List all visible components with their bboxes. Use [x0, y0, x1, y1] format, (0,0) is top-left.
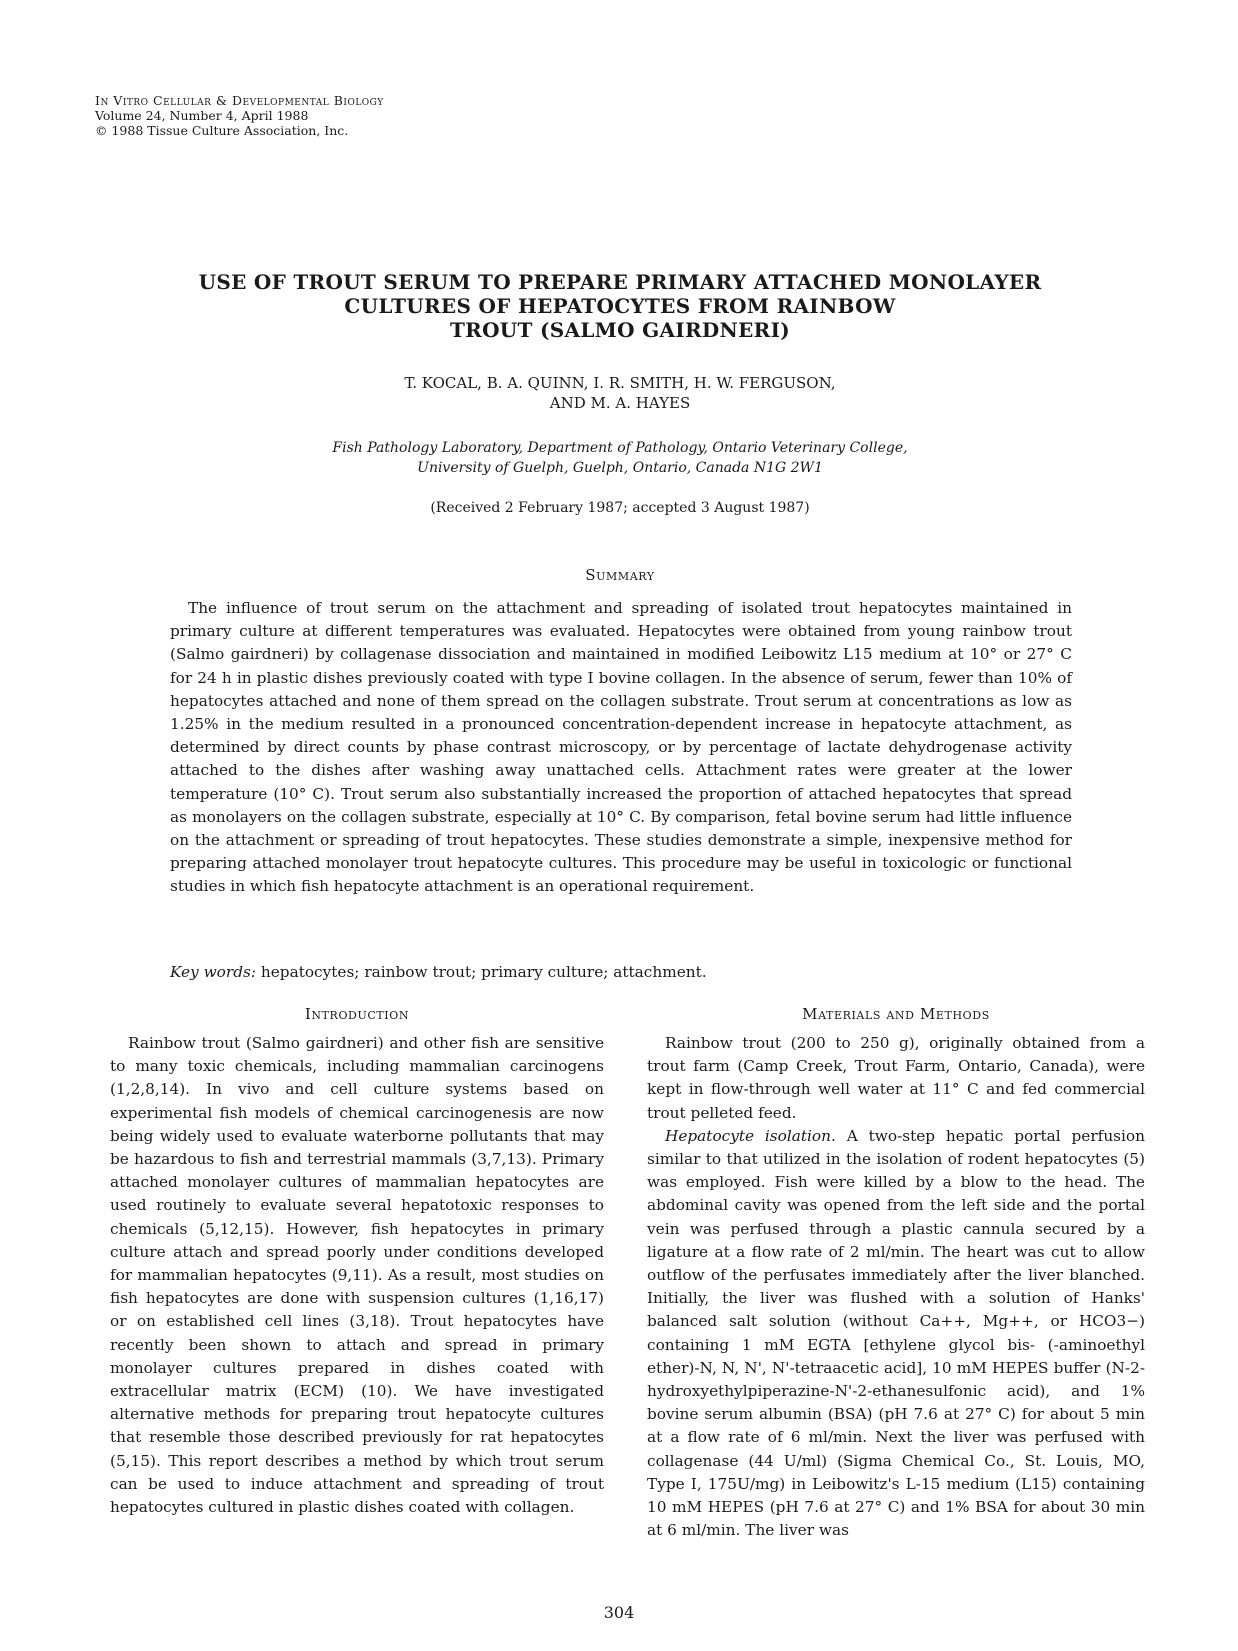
- received-dates: (Received 2 February 1987; accepted 3 August 1987): [430, 500, 810, 516]
- keywords-text: hepatocytes; rainbow trout; primary culture; attachment.: [260, 963, 707, 981]
- authors: [150, 373, 1090, 413]
- page-number: 304: [603, 1603, 635, 1622]
- affiliation-line-2: University of Guelph, Guelph, Ontario, Canada N1G 2W1: [417, 460, 823, 476]
- journal-header: [95, 93, 384, 138]
- journal-volume: Volume 24, Number 4, April 1988: [95, 108, 309, 123]
- methods-paragraph-2: [647, 1125, 1145, 1543]
- keywords-label: Key words:: [170, 963, 256, 981]
- methods-paragraph-2-text: A two-step hepatic portal perfusion similar to that utilized in the isolation of rodent hepatocytes (5) was employed. Fish were killed by a blow to the head. The abdominal cavity was opened from the left side and the portal vein was perfused through a plastic cannula secured by a ligature at a flow rate of 2 ml/min. The heart was cut to allow outflow of the perfusates immediately after the liver blanched. Initially, the liver was flushed with a solution of Hanks' balanced salt solution (without Ca++, Mg++, or HCO3−) containing 1 mM EGTA [ethylene glycol bis- (-aminoethyl ether)-N, N, N', N'-tetraacetic acid], 10 mM HEPES buffer (N-2-hydroxyethylpiperazine-N'-2-ethanesulfonic acid), and 1% bovine serum albumin (BSA) (pH 7.6 at 27° C) for about 5 min at a flow rate of 6 ml/min. Next the liver was perfused with collagenase (44 U/ml) (Sigma Chemical Co., St. Louis, MO, Type I, 175U/mg) in Leibowitz's L-15 medium (L15) containing 10 mM HEPES (pH 7.6 at 27° C) and 1% BSA for about 30 min at 6 ml/min. The liver was: [647, 1126, 1145, 1540]
- journal-copyright: © 1988 Tissue Culture Association, Inc.: [95, 123, 349, 138]
- methods-column: [647, 1004, 1145, 1542]
- methods-heading: Materials and Methods: [802, 1005, 990, 1023]
- introduction-column: [110, 1004, 604, 1519]
- summary-text: The influence of trout serum on the attachment and spreading of isolated trout hepatocytes maintained in primary culture at different temperatures was evaluated. Hepatocytes were obtained from young rainbow trout (Salmo gairdneri) by collagenase dissociation and maintained in modified Leibowitz L15 medium at 10° or 27° C for 24 h in plastic dishes previously coated with type I bovine collagen. In the absence of serum, fewer than 10% of hepatocytes attached and none of them spread on the collagen substrate. Trout serum at concentrations as low as 1.25% in the medium resulted in a pronounced concentration-dependent increase in hepatocyte attachment, as determined by direct counts by phase contrast microscopy, or by percentage of lactate dehydrogenase activity attached to the dishes after washing away unattached cells. Attachment rates were greater at the lower temperature (10° C). Trout serum also substantially increased the proportion of attached hepatocytes that spread as monolayers on the collagen substrate, especially at 10° C. By comparison, fetal bovine serum had little influence on the attachment or spreading of trout hepatocytes. These studies demonstrate a simple, inexpensive method for preparing attached monolayer trout hepatocyte cultures. This procedure may be useful in toxicologic or functional studies in which fish hepatocyte attachment is an operational requirement.: [170, 599, 1072, 896]
- journal-name: In Vitro Cellular & Developmental Biology: [95, 93, 384, 108]
- affiliation: [150, 438, 1090, 478]
- authors-line-1: T. KOCAL, B. A. QUINN, I. R. SMITH, H. W. FERGUSON,: [404, 374, 836, 392]
- affiliation-line-1: Fish Pathology Laboratory, Department of Pathology, Ontario Veterinary College,: [332, 440, 908, 456]
- title-line-1: USE OF TROUT SERUM TO PREPARE PRIMARY ATTACHED MONOLAYER: [198, 270, 1042, 294]
- introduction-text: Rainbow trout (Salmo gairdneri) and other fish are sensitive to many toxic chemicals, including mammalian carcinogens (1,2,8,14). In vivo and cell culture systems based on experimental fish models of chemical carcinogenesis are now being widely used to evaluate waterborne pollutants that may be hazardous to fish and terrestrial mammals (3,7,13). Primary attached monolayer cultures of mammalian hepatocytes are used routinely to evaluate several hepatotoxic responses to chemicals (5,12,15). However, fish hepatocytes in primary culture attach and spread poorly under conditions developed for mammalian hepatocytes (9,11). As a result, most studies on fish hepatocytes are done with suspension cultures (1,16,17) or on established cell lines (3,18). Trout hepatocytes have recently been shown to attach and spread in primary monolayer cultures prepared in dishes coated with extracellular matrix (ECM) (10). We have investigated alternative methods for preparing trout hepatocyte cultures that resemble those described previously for rat hepatocytes (5,15). This report describes a method by which trout serum can be used to induce attachment and spreading of trout hepatocytes cultured in plastic dishes coated with collagen.: [110, 1034, 604, 1517]
- authors-line-2: AND M. A. HAYES: [549, 394, 691, 412]
- summary-block: [170, 597, 1072, 899]
- title-line-2: CULTURES OF HEPATOCYTES FROM RAINBOW: [344, 294, 896, 318]
- article-title: [150, 270, 1090, 342]
- keywords: [170, 963, 1072, 981]
- title-line-3: TROUT (SALMO GAIRDNERI): [449, 318, 790, 342]
- introduction-heading: Introduction: [304, 1005, 410, 1023]
- summary-heading: Summary: [585, 566, 655, 584]
- methods-subheading: Hepatocyte isolation.: [665, 1126, 836, 1145]
- methods-paragraph-1: Rainbow trout (200 to 250 g), originally obtained from a trout farm (Camp Creek, Trout Farm, Ontario, Canada), were kept in flow-through well water at 11° C and fed commercial trout pelleted feed.: [647, 1034, 1145, 1122]
